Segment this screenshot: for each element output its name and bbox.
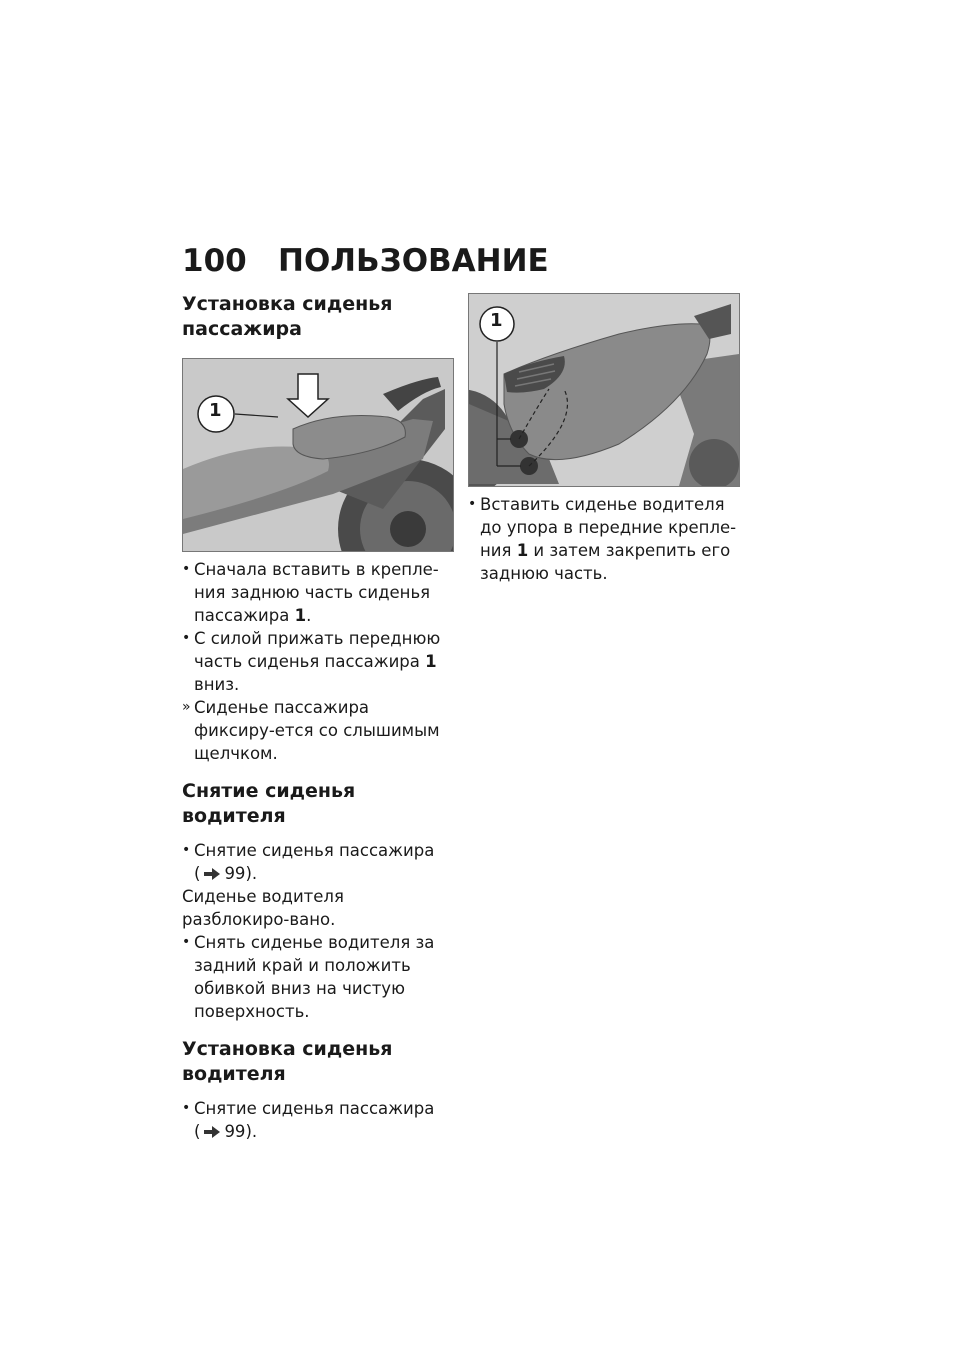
figure-rider-seat [468, 293, 740, 487]
callout-label: 1 [490, 310, 503, 331]
page-number: 100 [182, 243, 247, 279]
list-item: • Вставить сиденье водителя до упора в передние крепле-ния 1 и затем закрепить его заднюю часть. [468, 495, 737, 583]
remove-rider-steps-b [182, 931, 454, 1023]
part-ref: 1 [516, 541, 529, 560]
install-rider-steps-cont [468, 493, 740, 585]
list-item-result: » Сиденье пассажира фиксиру-ется со слышимым щелчком. [182, 698, 440, 763]
part-ref: 1 [425, 652, 437, 671]
page-ref-link[interactable]: 99 [224, 864, 246, 883]
remove-rider-steps-a [182, 839, 454, 885]
result-marker: » [182, 699, 191, 715]
page-header [182, 243, 549, 279]
bullet-marker: • [182, 561, 191, 577]
chapter-title: ПОЛЬЗОВАНИЕ [278, 243, 549, 279]
section-title-remove-rider-seat: Снятие сиденья водителя [182, 780, 356, 827]
left-column [182, 292, 454, 1143]
part-ref: 1 [294, 606, 307, 625]
install-passenger-steps [182, 558, 454, 765]
section-title-install-passenger-seat: Установка сиденья пассажира [182, 293, 393, 340]
list-item: • Сначала вставить в крепле-ния заднюю часть сиденья пассажира 1. [182, 560, 439, 625]
callout-label: 1 [209, 400, 222, 421]
list-item: • Снятие сиденья пассажира ( 99). [182, 841, 435, 883]
rider-seat-illustration [469, 294, 739, 486]
right-column [468, 293, 740, 585]
page-ref-arrow-icon [204, 1120, 220, 1143]
bullet-marker: • [182, 934, 191, 950]
list-item: • Снятие сиденья пассажира ( 99). [182, 1099, 435, 1141]
install-rider-steps [182, 1097, 454, 1143]
list-item: • С силой прижать переднюю часть сиденья пассажира 1 вниз. [182, 629, 441, 694]
bullet-marker: • [182, 630, 191, 646]
section-title-install-rider-seat: Установка сиденья водителя [182, 1038, 393, 1085]
passenger-seat-illustration [183, 359, 453, 551]
bullet-marker: • [182, 1100, 191, 1116]
page-ref-link[interactable]: 99 [224, 1122, 246, 1141]
note-unlocked: Сиденье водителя разблокиро-вано. [182, 887, 344, 929]
bullet-marker: • [468, 496, 477, 512]
figure-passenger-seat [182, 358, 454, 552]
page-ref-arrow-icon [204, 862, 220, 885]
bullet-marker: • [182, 842, 191, 858]
list-item: • Снять сиденье водителя за задний край и положить обивкой вниз на чистую поверхность. [182, 933, 435, 1021]
